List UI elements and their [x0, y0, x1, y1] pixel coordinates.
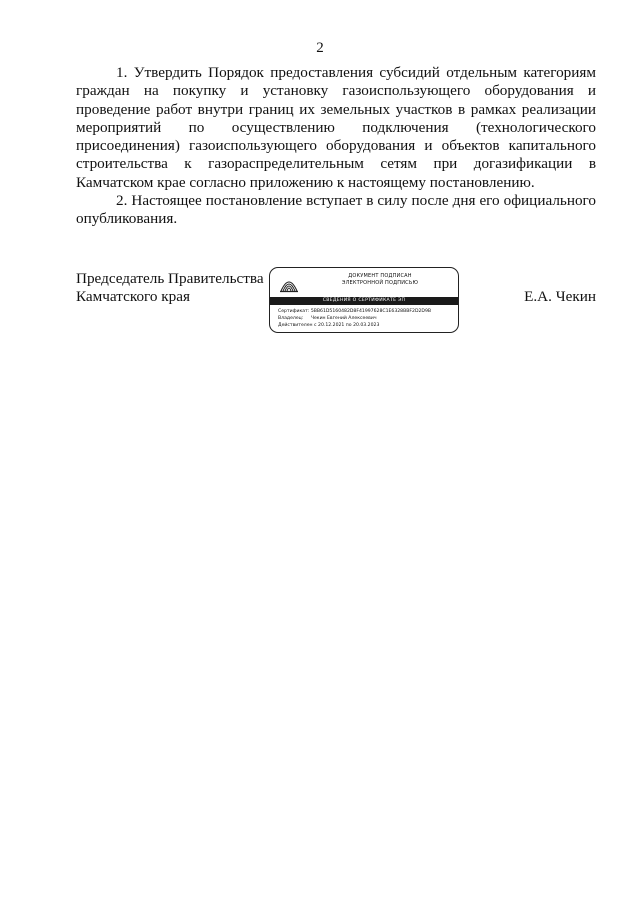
signatory-name: Е.А. Чекин — [524, 288, 596, 305]
validity-label: Действителен с — [278, 323, 317, 328]
emblem-icon — [279, 273, 299, 293]
signatory-position-line-1: Председатель Правительства — [76, 270, 264, 287]
certificate-label: Сертификат: — [278, 309, 310, 314]
owner-line — [278, 315, 454, 322]
paragraph-2: 2. Настоящее постановление вступает в силу после дня его официального опубликования. — [76, 192, 596, 228]
validity-value: 20.12.2021 по 20.03.2023 — [318, 323, 380, 328]
document-body — [76, 64, 596, 229]
stamp-heading-line-1: ДОКУМЕНТ ПОДПИСАН — [348, 273, 412, 279]
validity-line — [278, 322, 454, 329]
owner-label: Владелец: — [278, 316, 304, 321]
stamp-heading-line-2: ЭЛЕКТРОННОЙ ПОДПИСЬЮ — [341, 280, 419, 286]
stamp-certificate-bar: СВЕДЕНИЯ О СЕРТИФИКАТЕ ЭП — [270, 297, 458, 305]
stamp-certificate-details — [278, 308, 454, 329]
certificate-line — [278, 308, 454, 315]
signatory-position-line-2: Камчатского края — [76, 288, 190, 305]
signatory-position — [76, 270, 264, 306]
certificate-value: 5BB61D5160482D8F41997628C1E6328BBF2D2D9B — [310, 309, 432, 314]
page-number: 2 — [316, 40, 324, 56]
electronic-signature-stamp — [269, 267, 459, 333]
stamp-heading — [306, 273, 454, 287]
paragraph-1: 1. Утвердить Порядок предоставления субсидий отдельным категориям граждан на покупку и установку газоиспользующего оборудования и проведение работ внутри границ их земельных участков в рамках реализации мероприятий по осуществлению подключения (технологического присоединения) газоиспользующего оборудования и объектов капитального строительства к газораспределительным сетям при догазификации в Камчатском крае согласно приложению к настоящему постановлению. — [76, 64, 596, 191]
owner-value: Чекин Евгений Алексеевич — [310, 316, 377, 321]
